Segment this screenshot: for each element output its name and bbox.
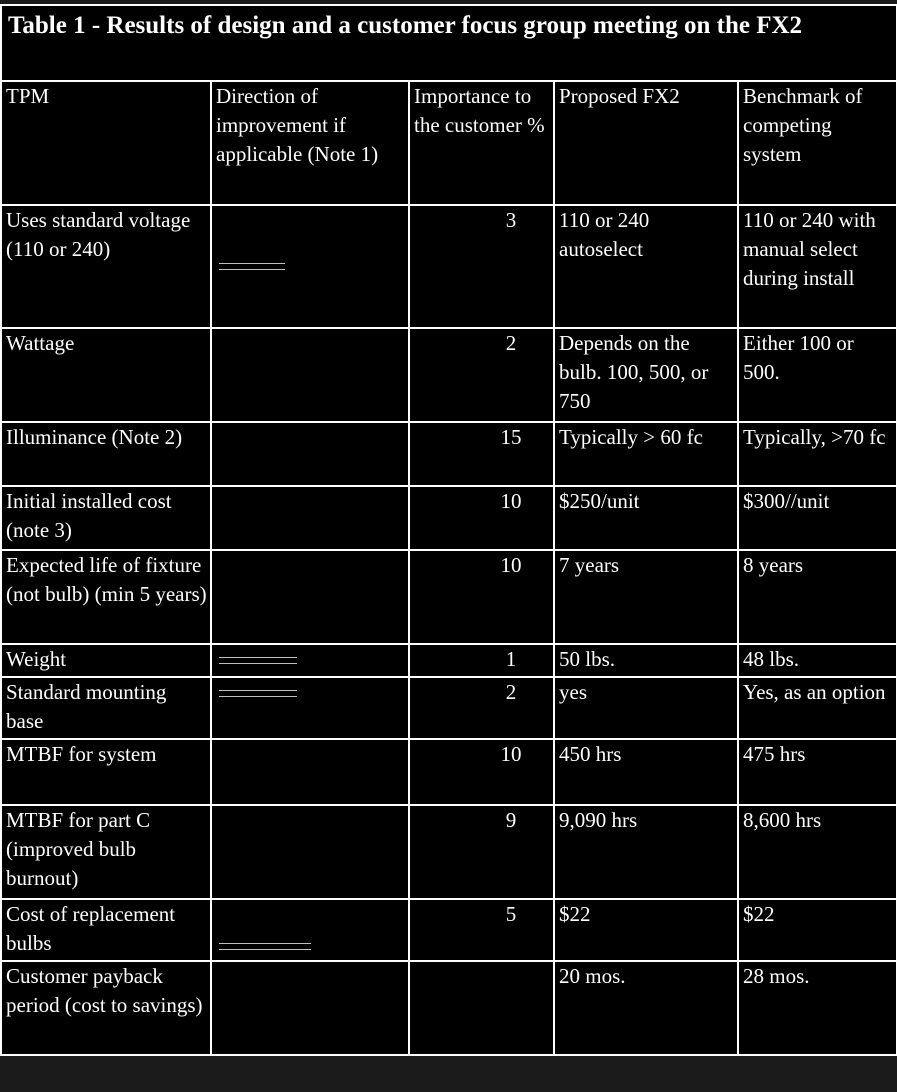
header-benchmark: Benchmark of competing system bbox=[738, 81, 897, 205]
proposed-cell: 7 years bbox=[554, 550, 738, 644]
direction-cell bbox=[211, 422, 409, 486]
table-row bbox=[1, 739, 897, 805]
caption-row bbox=[1, 5, 897, 81]
proposed-cell: Depends on the bulb. 100, 500, or 750 bbox=[554, 328, 738, 422]
benchmark-cell: $300//unit bbox=[738, 486, 897, 550]
importance-cell: 15 bbox=[409, 422, 554, 486]
tpm-cell: MTBF for system bbox=[1, 739, 211, 805]
table-row bbox=[1, 805, 897, 899]
equal-direction-icon bbox=[219, 263, 285, 270]
table-row bbox=[1, 486, 897, 550]
benchmark-cell: 8,600 hrs bbox=[738, 805, 897, 899]
equal-direction-icon bbox=[219, 943, 311, 950]
table-row bbox=[1, 550, 897, 644]
importance-cell: 10 bbox=[409, 486, 554, 550]
tpm-cell: Standard mounting base bbox=[1, 677, 211, 739]
table-row bbox=[1, 677, 897, 739]
tpm-cell: MTBF for part C (improved bulb burnout) bbox=[1, 805, 211, 899]
tpm-cell: Initial installed cost (note 3) bbox=[1, 486, 211, 550]
importance-cell: 2 bbox=[409, 328, 554, 422]
table-row bbox=[1, 899, 897, 961]
benchmark-cell: 8 years bbox=[738, 550, 897, 644]
tpm-cell: Customer payback period (cost to savings) bbox=[1, 961, 211, 1055]
proposed-cell: 450 hrs bbox=[554, 739, 738, 805]
table-row bbox=[1, 422, 897, 486]
benchmark-cell: $22 bbox=[738, 899, 897, 961]
importance-cell: 10 bbox=[409, 739, 554, 805]
importance-cell: 2 bbox=[409, 677, 554, 739]
table-row bbox=[1, 644, 897, 677]
tpm-table bbox=[0, 4, 897, 1056]
tpm-cell: Wattage bbox=[1, 328, 211, 422]
proposed-cell: 50 lbs. bbox=[554, 644, 738, 677]
importance-cell: 1 bbox=[409, 644, 554, 677]
direction-cell bbox=[211, 550, 409, 644]
proposed-cell: Typically > 60 fc bbox=[554, 422, 738, 486]
benchmark-cell: 48 lbs. bbox=[738, 644, 897, 677]
table-row bbox=[1, 328, 897, 422]
tpm-cell: Weight bbox=[1, 644, 211, 677]
equal-direction-icon bbox=[219, 657, 297, 664]
proposed-cell: 9,090 hrs bbox=[554, 805, 738, 899]
proposed-cell: 110 or 240 autoselect bbox=[554, 205, 738, 328]
tpm-cell: Expected life of fixture (not bulb) (min 5 years) bbox=[1, 550, 211, 644]
importance-cell: 9 bbox=[409, 805, 554, 899]
proposed-cell: yes bbox=[554, 677, 738, 739]
header-proposed: Proposed FX2 bbox=[554, 81, 738, 205]
direction-cell bbox=[211, 739, 409, 805]
benchmark-cell: Either 100 or 500. bbox=[738, 328, 897, 422]
direction-cell bbox=[211, 486, 409, 550]
table-row bbox=[1, 205, 897, 328]
header-direction: Direction of improvement if applicable (Note 1) bbox=[211, 81, 409, 205]
table-caption: Table 1 - Results of design and a customer focus group meeting on the FX2 bbox=[1, 5, 897, 81]
proposed-cell: $250/unit bbox=[554, 486, 738, 550]
tpm-cell: Uses standard voltage (110 or 240) bbox=[1, 205, 211, 328]
direction-cell bbox=[211, 805, 409, 899]
benchmark-cell: 475 hrs bbox=[738, 739, 897, 805]
direction-cell bbox=[211, 644, 409, 677]
header-row bbox=[1, 81, 897, 205]
direction-cell bbox=[211, 961, 409, 1055]
proposed-cell: 20 mos. bbox=[554, 961, 738, 1055]
importance-cell: 10 bbox=[409, 550, 554, 644]
header-importance: Importance to the customer % bbox=[409, 81, 554, 205]
table-row bbox=[1, 961, 897, 1055]
direction-cell bbox=[211, 677, 409, 739]
header-tpm: TPM bbox=[1, 81, 211, 205]
benchmark-cell: Typically, >70 fc bbox=[738, 422, 897, 486]
tpm-cell: Illuminance (Note 2) bbox=[1, 422, 211, 486]
importance-cell: 5 bbox=[409, 899, 554, 961]
tpm-cell: Cost of replacement bulbs bbox=[1, 899, 211, 961]
benchmark-cell: 28 mos. bbox=[738, 961, 897, 1055]
proposed-cell: $22 bbox=[554, 899, 738, 961]
importance-cell bbox=[409, 961, 554, 1055]
benchmark-cell: Yes, as an option bbox=[738, 677, 897, 739]
direction-cell bbox=[211, 205, 409, 328]
importance-cell: 3 bbox=[409, 205, 554, 328]
direction-cell bbox=[211, 328, 409, 422]
benchmark-cell: 110 or 240 with manual select during install bbox=[738, 205, 897, 328]
direction-cell bbox=[211, 899, 409, 961]
equal-direction-icon bbox=[219, 690, 297, 697]
